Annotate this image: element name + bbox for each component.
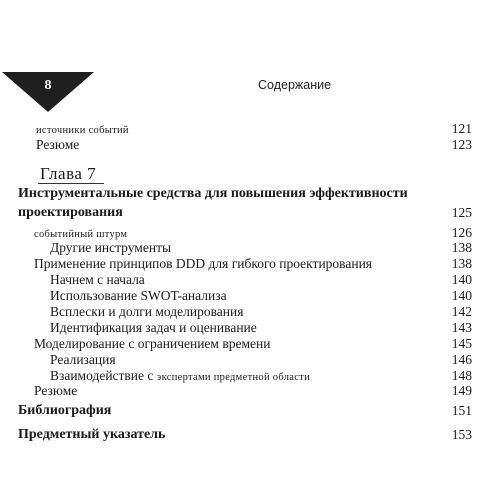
toc-entry-label: Начнем с начала [50, 272, 145, 287]
toc-entry-label: Резюме [34, 383, 78, 398]
chapter-title-line1[interactable] [18, 186, 408, 202]
toc-entry-page: 123 [451, 137, 472, 152]
toc-entry-ddd-agile[interactable] [34, 256, 372, 272]
toc-entry-page: 138 [451, 256, 472, 271]
toc-entry-page: 126 [451, 225, 472, 240]
chapter-heading [40, 164, 96, 184]
toc-entry-summary-ch6[interactable] [36, 137, 79, 153]
toc-entry-summary-ch7[interactable] [34, 383, 77, 399]
toc-entry-bibliography[interactable] [18, 403, 111, 419]
toc-entry-timeboxed[interactable] [34, 336, 270, 352]
toc-entry-label: Резюме [36, 137, 80, 152]
toc-entry-index[interactable] [18, 427, 165, 443]
toc-entry-page: 145 [451, 336, 472, 351]
toc-entry-spikes[interactable] [50, 304, 243, 320]
toc-entry-implementation[interactable] [50, 352, 116, 368]
toc-entry-label: Всплески и долги моделирования [50, 304, 244, 319]
toc-entry-label: Использование SWOT-анализа [50, 288, 227, 303]
toc-entry-page: 148 [451, 368, 472, 383]
toc-entry-experts[interactable] [50, 368, 310, 386]
toc-entry-label: Реализация [50, 352, 116, 367]
toc-entry-label: Моделирование с ограничением времени [34, 336, 271, 351]
chapter-title-text: проектирования [18, 205, 123, 220]
toc-entry-label: Взаимодействие с [50, 368, 157, 383]
toc-entry-label: Другие инструменты [50, 240, 172, 255]
toc-entry-label: событийный штурм [34, 229, 128, 240]
toc-entry-page: 149 [451, 383, 472, 398]
toc-entry-page: 138 [451, 240, 472, 255]
toc-entry-label: Библиография [18, 403, 112, 418]
chapter-rule [38, 183, 104, 184]
toc-entry-other-tools[interactable] [50, 240, 171, 256]
toc-entry-swot[interactable] [50, 288, 227, 304]
toc-entry-label: Предметный указатель [18, 427, 166, 442]
chapter-page: 125 [451, 205, 472, 220]
toc-entry-start[interactable] [50, 272, 145, 288]
toc-entry-page: 140 [451, 272, 472, 287]
toc-entry-tasks[interactable] [50, 320, 257, 336]
toc-entry-page: 153 [451, 427, 472, 442]
toc-entry-page: 146 [451, 352, 472, 367]
toc-entry-label: Идентификация задач и оценивание [50, 320, 257, 335]
toc-entry-page: 151 [451, 403, 472, 418]
toc-entry-page: 140 [451, 288, 472, 303]
toc-entry-label: источники событий [36, 125, 129, 136]
toc-entry-label-smallcaps: экспертами предметной области [156, 372, 310, 383]
chapter-title-text: Инструментальные средства для повышения эффективности [18, 186, 408, 201]
toc-entry-page: 142 [451, 304, 472, 319]
chapter-number: Глава 7 [40, 164, 97, 183]
chapter-title-line2[interactable] [18, 205, 123, 221]
toc-entry-page: 143 [451, 320, 472, 335]
toc-entry-page: 121 [451, 121, 472, 136]
toc-entry-label: Применение принципов DDD для гибкого проектирования [34, 256, 373, 271]
page-number: 8 [44, 78, 52, 93]
running-title: Содержание [258, 78, 332, 92]
